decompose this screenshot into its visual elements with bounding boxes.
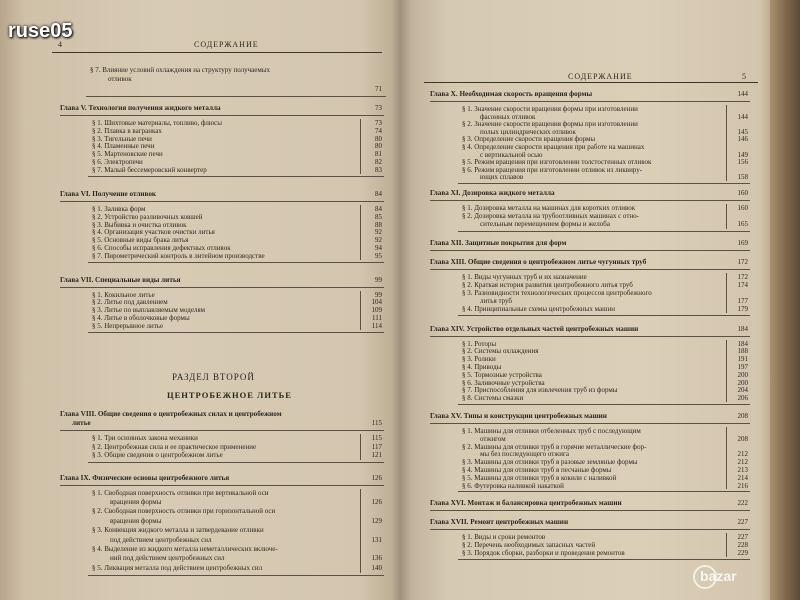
toc-page: 114 [371, 321, 382, 330]
toc-page: 156 [737, 158, 748, 167]
toc-item: § 4. Определение скорости вращения при работе на машинах [462, 143, 645, 151]
toc-item: § 6. Электропечи [92, 158, 143, 166]
toc-item: § 3. Конвекция жидкого металла и затвердевание отливки [92, 526, 264, 535]
toc-page: 200 [737, 370, 748, 379]
toc-page: 204 [737, 386, 748, 395]
toc-page: 144 [737, 112, 748, 121]
chapter-title: Глава XVI. Монтаж и балансировка центробежных машин [430, 499, 622, 508]
section-end-rule [86, 96, 386, 97]
toc-page: 88 [375, 220, 382, 229]
toc-item: § 1. Три основных закона механики [92, 434, 198, 442]
section-end-rule [88, 176, 384, 177]
page-column-rule [726, 340, 727, 402]
toc-page: 99 [375, 290, 382, 299]
toc-page: 131 [371, 535, 382, 544]
chapter-rule [60, 201, 384, 202]
toc-item: § 5. Ликвация металла под действием центробежных сил [92, 563, 263, 572]
toc-item: § 6. Футеровка наливкой накаткой [462, 481, 564, 490]
toc-page: 74 [375, 126, 382, 135]
toc-item-cont: полых цилиндрических отливок [480, 127, 576, 136]
chapter-title: Глава V. Технология получения жидкого металла [60, 104, 221, 112]
toc-item: § 7. Влияние условий охлаждения на структуру получаемых [90, 66, 270, 74]
chapter-rule [430, 529, 750, 530]
toc-item-cont: отливок [108, 75, 132, 83]
toc-item: § 1. Свободная поверхность отливки при вертикальной оси [92, 488, 269, 497]
chapter-page: 144 [737, 90, 748, 98]
chapter-page: 126 [371, 473, 382, 482]
toc-item: § 6. Способы исправления дефектных отливок [92, 244, 231, 252]
toc-item: § 2. Машины для отливки труб в горячие металлические фор- [462, 442, 647, 451]
chapter-page: 222 [737, 499, 748, 508]
watermark: ruse05 [8, 20, 73, 42]
toc-page: 82 [375, 158, 382, 166]
page-column-rule [360, 291, 361, 330]
chapter-rule [430, 200, 750, 201]
toc-page: 197 [737, 363, 748, 371]
chapter-page: 160 [737, 189, 748, 197]
chapter-page: 184 [737, 324, 748, 333]
chapter-page: 84 [375, 190, 382, 198]
toc-item: § 4. Принципиальные схемы центробежных машин [462, 304, 615, 313]
chapter-rule [430, 250, 750, 251]
page-column-rule [726, 533, 727, 557]
right-header-rule [424, 82, 758, 83]
toc-item: § 1. Виды чугунных труб и их назначение [462, 272, 587, 281]
chapter-rule [60, 430, 384, 431]
toc-page: 115 [371, 434, 382, 442]
left-page-header: СОДЕРЖАНИЕ [194, 40, 259, 49]
book-cover-edge [770, 0, 800, 600]
toc-item-cont: мы без последующего отжига [480, 450, 569, 459]
chapter-rule [430, 101, 750, 102]
section-end-rule [458, 491, 750, 492]
toc-item-cont: сительным перемещением формы и желоба [480, 220, 610, 229]
toc-item: § 4. Организация участков очистки литья [92, 228, 215, 237]
toc-item-cont: фасонных отливок [480, 112, 536, 121]
toc-page: 206 [737, 394, 748, 403]
chapter-title: Глава XIV. Устройство отдельных частей центробежных машин [430, 324, 639, 333]
toc-page: 146 [737, 135, 748, 144]
toc-item: § 2. Свободная поверхность отливки при горизонтальной оси [92, 507, 276, 516]
chapter-page: 208 [737, 412, 748, 420]
chapter-rule [430, 336, 750, 337]
toc-page: 92 [375, 228, 382, 237]
toc-item: § 2. Плавка в вагранках [92, 126, 162, 135]
toc-page: 84 [375, 205, 382, 213]
toc-page: 121 [371, 451, 382, 459]
toc-item: § 1. Машины для отливки отбеленных труб с последующим [462, 427, 641, 435]
page-column-rule [360, 489, 361, 574]
toc-page: 94 [375, 244, 382, 252]
toc-item: § 5. Мартеновские печи [92, 150, 163, 159]
toc-item: § 4. Приводы [462, 363, 502, 371]
chapter-rule [60, 485, 384, 486]
toc-item: § 1. Виды и сроки ремонтов [462, 533, 546, 542]
toc-item: § 2. Перечень необходимых запасных частей [462, 541, 596, 550]
toc-item: § 5. Тормозные устройства [462, 370, 542, 379]
section-end-rule [88, 332, 384, 333]
chapter-title: Глава VI. Получение отливок [60, 190, 157, 198]
toc-item: § 3. Определение скорости вращения формы [462, 135, 596, 144]
toc-page: 83 [375, 165, 382, 174]
toc-page: 228 [737, 541, 748, 550]
toc-item: § 2. Центробежная сила и ее практическое применение [92, 442, 257, 451]
chapter-title: Глава X. Необходимая скорость вращения формы [430, 90, 593, 98]
toc-item: § 3. Ролики [462, 355, 496, 364]
section-end-rule [88, 262, 384, 263]
toc-item: § 7. Приспособления для извлечения труб из формы [462, 386, 618, 395]
toc-page: 71 [375, 85, 382, 93]
chapter-title: Глава XII. Защитные покрытия для форм [430, 238, 567, 247]
toc-item: § 3. Тигельные печи [92, 134, 152, 143]
page-column-rule [726, 105, 727, 181]
toc-page: 95 [375, 251, 382, 260]
toc-page: 229 [737, 549, 748, 558]
toc-item: § 3. Общие сведения о центробежном литье [92, 451, 223, 459]
toc-page: 172 [737, 272, 748, 281]
toc-item: § 5. Основные виды брака литья [92, 236, 189, 245]
page-column-rule [726, 427, 727, 489]
logo-text: bazar [700, 568, 737, 584]
toc-item-cont: литья труб [480, 296, 512, 305]
toc-page: 80 [375, 134, 382, 143]
toc-item: § 3. Выбивка и очистка отливок [92, 220, 187, 229]
chapter-title: Глава VII. Специальные виды литья [60, 275, 181, 284]
toc-item-cont: ющих сплавов [480, 173, 524, 182]
toc-page: 117 [371, 442, 382, 451]
left-page-number: 4 [58, 40, 63, 49]
toc-page: 174 [737, 280, 748, 289]
toc-item: § 1. Кокильное литье [92, 290, 155, 299]
chapter-page: 227 [737, 518, 748, 527]
chapter-page: 99 [375, 275, 382, 284]
toc-item: § 1. Дозировка металла на машинах для коротких отливок [462, 204, 636, 212]
toc-page: 129 [371, 516, 382, 525]
toc-item: § 6. Режим вращения при изготовлении отливок из ликвиру- [462, 165, 643, 174]
left-page [22, 0, 394, 600]
toc-page: 216 [737, 481, 748, 490]
toc-item: § 3. Порядок сборки, разборки и проведения ремонтов [462, 549, 625, 558]
toc-item: § 2. Литье под давлением [92, 298, 168, 307]
toc-page: 140 [371, 563, 382, 572]
chapter-title: Глава VIII. Общие сведения о центробежных силах и центробежном [60, 410, 282, 418]
toc-item: § 4. Пламенные печи [92, 142, 155, 151]
toc-item: § 6. Заливочные устройства [462, 378, 545, 387]
toc-page: 160 [737, 204, 748, 212]
toc-page: 111 [372, 314, 382, 322]
page-column-rule [726, 273, 727, 313]
chapter-page: 172 [737, 257, 748, 266]
chapter-rule [60, 287, 384, 288]
section-end-rule [458, 404, 750, 405]
toc-item: § 1. Роторы [462, 339, 497, 348]
toc-item: § 4. Литье в оболочковые формы [92, 314, 190, 322]
toc-item-cont: отжигом [480, 434, 506, 443]
toc-item: § 1. Значение скорости вращения формы при изготовлении [462, 105, 638, 113]
part-title: ЦЕНТРОБЕЖНОЕ ЛИТЬЕ [167, 390, 292, 400]
toc-item: § 2. Краткая история развития центробежного литья труб [462, 280, 633, 289]
toc-page: 136 [371, 554, 382, 563]
toc-item-cont: с вертикальной осью [480, 150, 543, 159]
page-column-rule [360, 434, 361, 460]
toc-item: § 2. Системы охлаждения [462, 347, 539, 356]
page-column-rule [360, 119, 361, 174]
toc-page: 227 [737, 533, 748, 542]
part-label: РАЗДЕЛ ВТОРОЙ [172, 372, 255, 382]
toc-page: 81 [375, 150, 382, 159]
toc-page: 126 [371, 497, 382, 506]
toc-item: § 1. Шихтовые материалы, топливо, флюсы [92, 119, 222, 127]
section-end-rule [458, 231, 750, 232]
right-page-header: СОДЕРЖАНИЕ [568, 72, 633, 81]
section-end-rule [458, 315, 750, 316]
toc-page: 145 [737, 127, 748, 136]
toc-item-cont: под действием центробежных сил [110, 535, 212, 544]
toc-page: 188 [737, 347, 748, 356]
toc-item: § 2. Дозировка металла на трубоотливных машинах с отно- [462, 212, 639, 221]
chapter-title: Глава XVII. Ремонт центробежных машин [430, 518, 569, 527]
toc-page: 92 [375, 236, 382, 245]
toc-page: 200 [737, 378, 748, 387]
toc-page: 80 [375, 142, 382, 151]
chapter-rule [430, 510, 750, 511]
section-end-rule [458, 559, 750, 560]
chapter-page: 73 [375, 104, 382, 112]
toc-page: 208 [737, 434, 748, 443]
toc-item-cont: вращения формы [110, 516, 162, 525]
page-column-rule [726, 204, 727, 229]
toc-page: 149 [737, 150, 748, 159]
toc-item: § 2. Устройство разливочных ковшей [92, 212, 203, 221]
section-end-rule [88, 462, 384, 463]
chapter-rule [430, 423, 750, 424]
toc-page: 184 [737, 339, 748, 348]
toc-item: § 4. Машины для отливки труб в песчаные формы [462, 466, 612, 474]
chapter-rule [60, 115, 384, 116]
toc-page: 214 [737, 473, 748, 482]
toc-item: § 5. Непрерывное литье [92, 321, 164, 330]
right-page-number: 5 [742, 72, 747, 81]
toc-page: 213 [737, 466, 748, 474]
toc-item: § 7. Пирометрический контроль в литейном производстве [92, 251, 265, 260]
section-end-rule [458, 183, 750, 184]
toc-item: § 5. Режим вращения при изготовлении толстостенных отливок [462, 158, 652, 167]
toc-page: 212 [737, 458, 748, 467]
toc-page: 179 [737, 304, 748, 313]
toc-page: 85 [375, 212, 382, 221]
toc-item: § 1. Заливка форм [92, 205, 146, 213]
toc-item-cont: ний под действием центробежных сил [110, 554, 225, 563]
toc-item: § 2. Значение скорости вращения формы при изготовлении [462, 120, 638, 129]
toc-item: § 7. Малый бессемеровский конвертер [92, 165, 207, 174]
left-header-rule [52, 52, 382, 53]
page-column-rule [360, 205, 361, 260]
toc-item: § 3. Машины для отливки труб в разовые земляные формы [462, 458, 638, 467]
toc-item-cont: вращения формы [110, 497, 162, 506]
toc-item: § 8. Системы смазки [462, 394, 524, 403]
toc-item: § 5. Машины для отливки труб в кокили с наливкой [462, 473, 617, 482]
toc-page: 73 [375, 119, 382, 127]
toc-page: 177 [737, 296, 748, 305]
right-page [412, 0, 770, 600]
toc-page: 191 [737, 355, 748, 364]
toc-page: 165 [737, 220, 748, 229]
chapter-page: 169 [737, 238, 748, 247]
chapter-title-cont: литье [72, 419, 91, 427]
chapter-title: Глава XIII. Общие сведения о центробежном литье чугунных труб [430, 257, 647, 266]
chapter-page: 115 [371, 419, 382, 427]
toc-item: § 4. Выделение из жидкого металла неметаллических включе- [92, 544, 278, 553]
toc-page: 109 [371, 306, 382, 315]
toc-item: § 3. Литье по выплавляемым моделям [92, 306, 206, 315]
chapter-title: Глава IX. Физические основы центробежного литья [60, 473, 230, 482]
toc-page: 158 [737, 173, 748, 182]
toc-page: 212 [737, 450, 748, 459]
section-end-rule [88, 575, 384, 576]
chapter-rule [430, 269, 750, 270]
chapter-title: Глава XI. Дозировка жидкого металла [430, 189, 555, 197]
chapter-title: Глава XV. Типы и конструкции центробежных машин [430, 412, 607, 420]
toc-item: § 3. Разновидности технологических процессов центробежного [462, 288, 652, 297]
toc-page: 104 [371, 298, 382, 307]
